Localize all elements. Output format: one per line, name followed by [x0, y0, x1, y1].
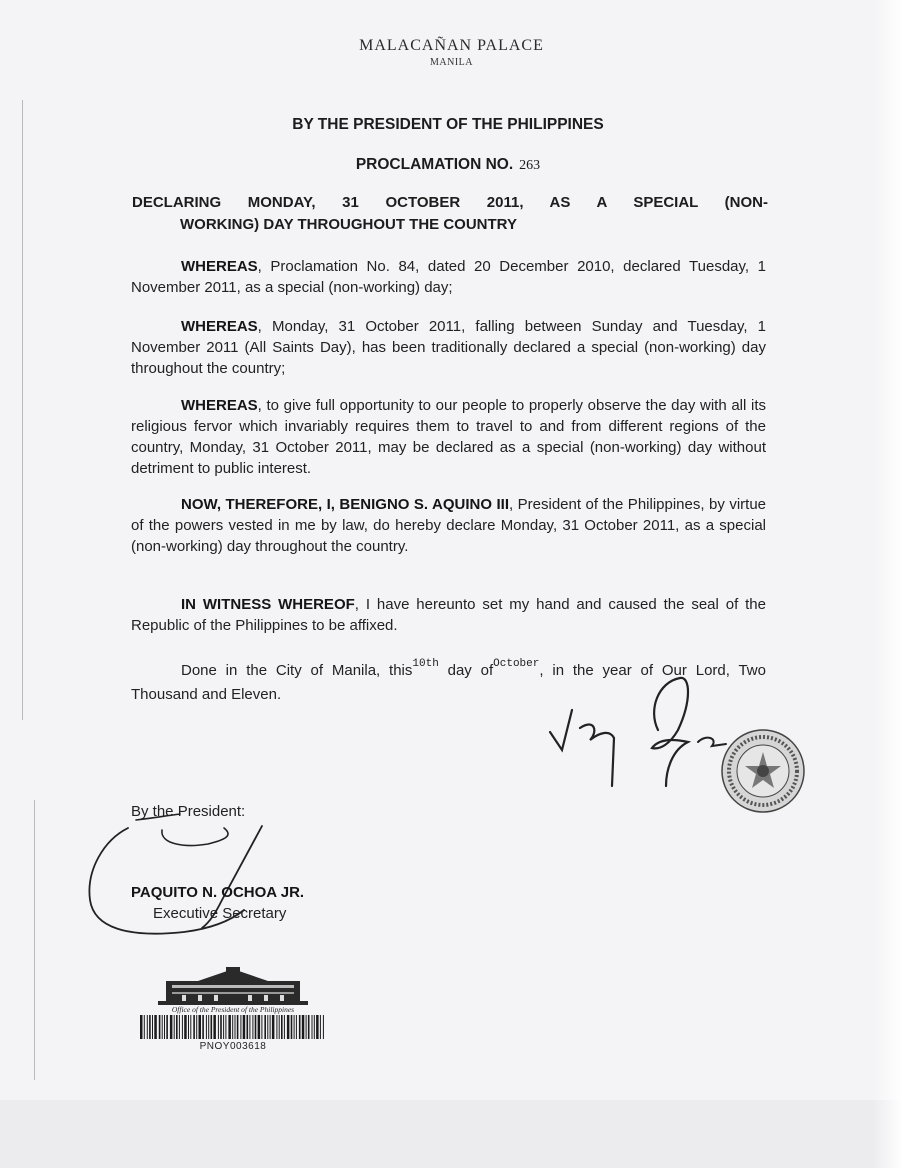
whereas-paragraph-1	[131, 256, 766, 298]
palace-city: MANILA	[430, 57, 473, 68]
palace-building-icon	[138, 965, 328, 1007]
presidential-seal-icon	[720, 728, 806, 814]
whereas-text: , to give full opportunity to our people to properly observe the day with all its religious fervor which invariably requires them to travel to and from different regions of the country, Monday, 31 October 2011, may be declared as a special (non-working) day without detriment to public interest.	[131, 397, 766, 477]
office-barcode-stamp	[138, 965, 328, 1055]
issuer-heading: BY THE PRESIDENT OF THE PHILIPPINES	[292, 116, 604, 133]
proclamation-label: PROCLAMATION NO.	[355, 156, 514, 173]
office-name: Office of the President of the Philippines	[171, 1005, 295, 1014]
scan-margin-line	[22, 100, 23, 720]
done-text-2: day of	[447, 662, 494, 679]
title-line-1: DECLARING MONDAY, 31 OCTOBER 2011, AS A SPECIAL (NON-	[132, 194, 768, 211]
witness-text: , I have hereunto set my hand and caused the seal of the Republic of the Philippines to be affixed.	[131, 596, 766, 634]
witness-lead: IN WITNESS WHEREOF	[181, 596, 355, 613]
whereas-lead: WHEREAS	[181, 397, 258, 414]
done-text-1: Done in the City of Manila, this	[181, 662, 413, 679]
secretary-name: PAQUITO N. OCHOA JR.	[131, 884, 305, 901]
proclamation-heading	[0, 156, 896, 174]
therefore-text: , President of the Philippines, by virtue of the powers vested in me by law, do hereby declare Monday, 31 October 2011, as a special (non-working) day throughout the country.	[131, 496, 766, 555]
scan-edge	[873, 0, 903, 1168]
therefore-lead: NOW, THEREFORE, I, BENIGNO S. AQUINO III	[181, 496, 509, 513]
whereas-paragraph-2	[131, 316, 766, 379]
president-signature	[540, 670, 740, 790]
whereas-text: , Proclamation No. 84, dated 20 December 2010, declared Tuesday, 1 November 2011, as a special (non-working) day;	[131, 258, 766, 296]
palace-header: MALACAÑAN PALACE	[359, 37, 544, 54]
title-line-2: WORKING) DAY THROUGHOUT THE COUNTRY	[180, 216, 517, 233]
whereas-text: , Monday, 31 October 2011, falling between Sunday and Tuesday, 1 November 2011 (All Saints Day), has been traditionally declared a special (non-working) day throughout the country;	[131, 318, 766, 377]
therefore-paragraph	[131, 494, 766, 557]
secretary-position: Executive Secretary	[153, 905, 287, 922]
attestation-byline: By the President:	[131, 803, 246, 820]
done-text-3: , in the year of Our Lord, Two Thousand and Eleven.	[131, 662, 766, 703]
whereas-paragraph-3	[131, 395, 766, 479]
done-month: October	[493, 658, 540, 670]
barcode-number: PNOY003618	[199, 1041, 267, 1052]
scan-margin-line	[34, 800, 35, 1080]
proclamation-title	[132, 192, 768, 236]
whereas-lead: WHEREAS	[181, 258, 258, 275]
done-day: 10th	[412, 658, 439, 670]
witness-paragraph	[131, 594, 766, 636]
proclamation-number: 263	[519, 158, 541, 173]
scan-border	[0, 1100, 903, 1168]
barcode-icon	[138, 1015, 328, 1039]
whereas-lead: WHEREAS	[181, 318, 258, 335]
